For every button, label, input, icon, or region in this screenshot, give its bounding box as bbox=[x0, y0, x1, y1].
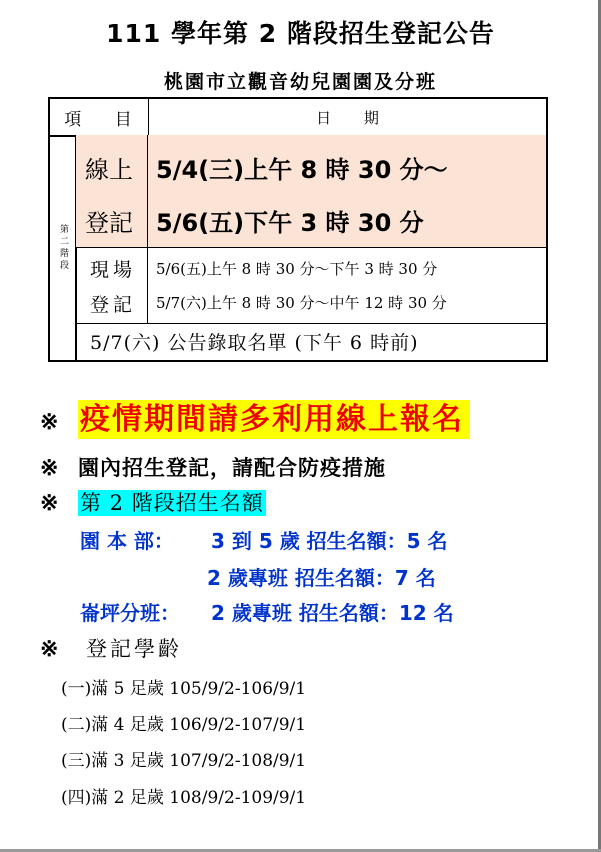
reference-mark-icon: ※ bbox=[40, 455, 59, 481]
note-age-text: 登記學齡 bbox=[86, 637, 182, 661]
onsite-label-2: 登記 bbox=[90, 294, 137, 316]
onsite-label-1: 現場 bbox=[90, 259, 137, 281]
stage-label-cell bbox=[48, 135, 77, 362]
quota-branch-label: 崙坪分班： bbox=[80, 601, 180, 625]
note-online-text: 疫情期間請多利用線上報名 bbox=[78, 400, 470, 439]
online-time-line-2: 5/6(五)下午 3 時 30 分 bbox=[156, 209, 424, 237]
schedule-table bbox=[48, 97, 548, 362]
reference-mark-icon: ※ bbox=[40, 490, 59, 516]
online-label-2: 登記 bbox=[85, 209, 133, 237]
note-online bbox=[40, 394, 470, 438]
page-subtitle: 桃園市立觀音幼兒園園及分班 bbox=[163, 71, 437, 93]
quota-branch-line-1: 2 歲專班 招生名額：12 名 bbox=[211, 601, 454, 625]
quota-main-line-1: 3 到 5 歲 招生名額：5 名 bbox=[211, 529, 448, 553]
age-row-1: (一)滿 5 足歲 105/9/2-106/9/1 bbox=[61, 679, 307, 699]
online-time-line-1: 5/4(三)上午 8 時 30 分～ bbox=[156, 156, 448, 184]
note-quota-text: 第 2 階段招生名額 bbox=[80, 491, 264, 515]
onsite-time-line-2: 5/7(六)上午 8 時 30 分～中午 12 時 30 分 bbox=[156, 294, 447, 312]
age-row-4: (四)滿 2 足歲 108/9/2-109/9/1 bbox=[61, 788, 307, 808]
onsite-label-cell bbox=[76, 247, 148, 323]
onsite-registration-row bbox=[76, 247, 548, 324]
stage-label: 第二階段 bbox=[58, 223, 68, 272]
age-row-2: (二)滿 4 足歲 106/9/2-107/9/1 bbox=[61, 715, 307, 735]
note-prevention-text: 園內招生登記，請配合防疫措施 bbox=[78, 455, 386, 480]
quota-main-label: 園 本 部： bbox=[80, 529, 174, 553]
age-row-3: (三)滿 3 足歲 107/9/2-108/9/1 bbox=[61, 751, 307, 771]
online-registration-row bbox=[76, 135, 548, 248]
note-quota bbox=[40, 487, 266, 517]
quota-main-line-2: 2 歲專班 招生名額：7 名 bbox=[207, 566, 436, 590]
reference-mark-icon: ※ bbox=[40, 409, 59, 435]
online-label-cell bbox=[76, 135, 148, 247]
announcement-row: 5/7(六) 公告錄取名單 (下午 6 時前) bbox=[76, 323, 548, 362]
header-date: 日 期 bbox=[148, 97, 548, 137]
online-label-1: 線上 bbox=[85, 156, 133, 184]
page-title: 111 學年第 2 階段招生登記公告 bbox=[106, 19, 495, 48]
note-prevention bbox=[40, 452, 386, 482]
note-age bbox=[40, 633, 182, 663]
onsite-time-line-1: 5/6(五)上午 8 時 30 分～下午 3 時 30 分 bbox=[156, 260, 438, 278]
header-item: 項 目 bbox=[48, 97, 149, 137]
reference-mark-icon: ※ bbox=[40, 636, 59, 662]
